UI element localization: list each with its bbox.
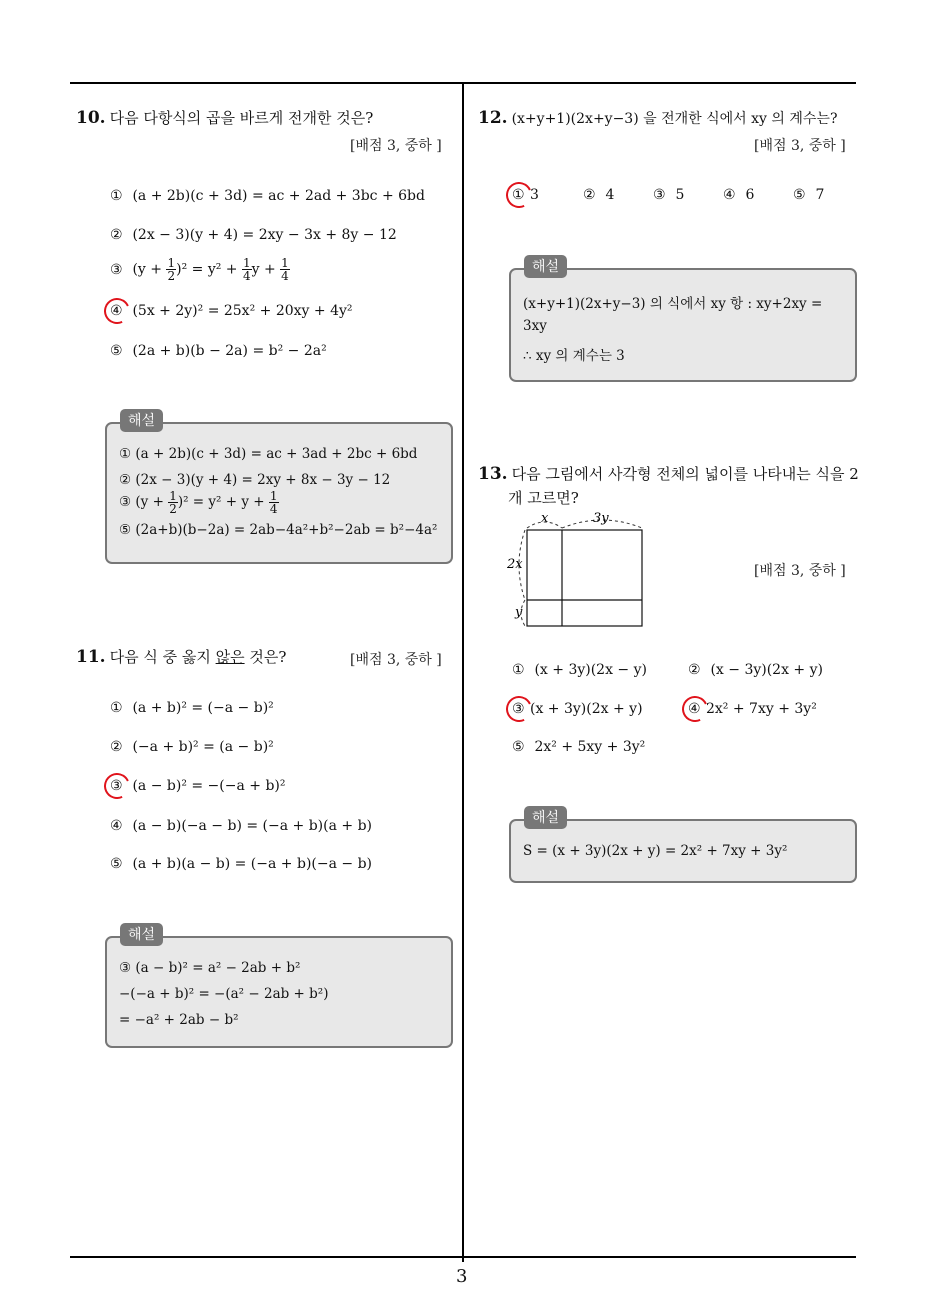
explanation-line: ① (a + 2b)(c + 3d) = ac + 3ad + 2bc + 6bd [119,446,418,462]
q11-option-5[interactable] [110,856,372,872]
question-11-text: 것은? [244,648,287,666]
option-number: ④ [110,303,123,319]
answer-mark-circle [502,692,535,725]
q13-option-1[interactable] [512,662,647,678]
option-number: ⑤ [110,343,123,359]
explanation-line: S = (x + 3y)(2x + y) = 2x² + 7xy + 3y² [523,843,788,859]
option-number: ② [110,227,123,243]
option-text: (a + 2b)(c + 3d) = ac + 2ad + 3bc + 6bd [132,188,425,204]
option-text: (−a + b)² = (a − b)² [132,739,274,755]
question-12-title [478,106,837,131]
option-text: y + [251,261,281,278]
q13-option-5[interactable] [512,739,645,755]
explanation-tag: 해설 [120,923,163,946]
q12-option-4[interactable] [723,187,754,203]
option-text: (x − 3y)(2x + y) [710,662,823,678]
option-number: ① [512,662,525,678]
q12-option-2[interactable] [583,187,614,203]
explanation-line: ③ (y + $\frac{1}{2}$ )² = y² + y + $\frac{1}{4}$ [119,489,278,516]
label-y: y [515,605,523,620]
explanation-line: ② (2x − 3)(y + 4) = 2xy + 8x − 3y − 12 [119,472,391,488]
option-number: ① [512,187,525,203]
option-number: ④ [110,818,123,834]
question-13-text: 다음 그림에서 사각형 전체의 넓이를 나타내는 식을 2 [511,465,859,483]
explanation-line: 3xy [523,318,547,334]
q10-option-5[interactable] [110,343,327,359]
option-number: ④ [688,701,701,717]
question-13-text: 개 고르면? [508,489,579,507]
fraction: $\frac{1}{2}$ [169,489,177,516]
option-text: 7 [815,187,825,203]
column-divider [462,82,464,1262]
explanation-line: = −a² + 2ab − b² [119,1012,239,1028]
option-text: 6 [745,187,755,203]
rectangle-area-figure [505,508,650,633]
fraction: $\frac{1}{4}$ [281,256,289,283]
label-3y: 3y [593,511,609,526]
question-11-text: 다음 식 중 옳지 [109,648,216,666]
option-text: (y + [132,261,167,278]
option-number: ② [688,662,701,678]
question-12-text: (x+y+1)(2x+y−3) 을 전개한 식에서 xy 의 계수는? [511,111,838,127]
option-text: (x + 3y)(2x − y) [534,662,647,678]
option-text: (2a + b)(b − 2a) = b² − 2a² [132,343,327,359]
question-13-number: 13. [478,464,508,484]
answer-mark-circle [678,692,711,725]
question-13-meta: [배점 3, 중하 ] [754,563,846,579]
answer-mark-circle [100,294,133,327]
fraction: $\frac{1}{4}$ [269,489,278,516]
page-number: 3 [456,1266,468,1287]
option-number: ③ [512,701,525,717]
q13-option-2[interactable] [688,662,823,678]
option-number: ③ [110,261,123,278]
label-x: x [541,511,549,526]
question-11-meta: [배점 3, 중하 ] [350,652,442,668]
q10-explanation-box [105,422,453,564]
option-number: ⑤ [512,739,525,755]
question-11-title [76,645,286,669]
option-text: (a − b)² = −(−a + b)² [132,778,286,794]
question-12-number: 12. [478,108,508,128]
label-2x: 2x [507,557,523,572]
option-number: ② [583,187,596,203]
bottom-rule [70,1256,856,1258]
option-text: (a + b)(a − b) = (−a + b)(−a − b) [132,856,372,872]
question-10-title [76,106,373,130]
option-text: 5 [675,187,685,203]
question-10-text: 다음 다항식의 곱을 바르게 전개한 것은? [109,109,374,127]
explanation-line: −(−a + b)² = −(a² − 2ab + b²) [119,986,329,1002]
q11-explanation-box [105,936,453,1048]
explanation-tag: 해설 [120,409,163,432]
option-number: ③ [653,187,666,203]
option-text: 2x² + 7xy + 3y² [706,701,817,717]
question-10-meta: [배점 3, 중하 ] [350,138,442,154]
q10-option-3[interactable] [110,257,290,282]
q12-option-3[interactable] [653,187,684,203]
fraction: $\frac{1}{2}$ [167,256,176,283]
fraction: $\frac{1}{4}$ [242,256,251,283]
option-text: (a − b)(−a − b) = (−a + b)(a + b) [132,818,372,834]
q12-option-5[interactable] [793,187,824,203]
q11-option-3[interactable] [110,778,286,794]
option-number: ① [110,188,123,204]
option-text: (5x + 2y)² = 25x² + 20xy + 4y² [132,303,353,319]
explanation-line: ∴ xy 의 계수는 3 [523,348,625,364]
answer-mark-circle [502,178,535,211]
q11-option-2[interactable] [110,739,274,755]
q10-option-1[interactable] [110,188,425,204]
option-text: 2x² + 5xy + 3y² [534,739,646,755]
q11-option-4[interactable] [110,818,372,834]
option-text: (x + 3y)(2x + y) [530,701,643,717]
answer-mark-circle [100,769,133,802]
explanation-tag: 해설 [524,806,567,829]
question-13-title [478,462,868,510]
q11-option-1[interactable] [110,700,274,716]
outer-rectangle [527,530,642,626]
option-text: 3 [530,187,539,203]
option-number: ⑤ [793,187,806,203]
option-number: ⑤ [110,856,123,872]
q10-option-4[interactable] [110,303,353,319]
question-10-number: 10. [76,108,106,128]
option-number: ③ [110,778,123,794]
option-number: ① [110,700,123,716]
option-text: 4 [605,187,615,203]
explanation-line: (x+y+1)(2x+y−3) 의 식에서 xy 항 : xy+2xy = [523,296,823,312]
question-12-meta: [배점 3, 중하 ] [754,138,846,154]
question-11-underlined: 않은 [215,648,245,666]
option-text: (a + b)² = (−a − b)² [132,700,274,716]
explanation-line: ③ (a − b)² = a² − 2ab + b² [119,960,301,976]
q12-explanation-box [509,268,857,382]
explanation-tag: 해설 [524,255,567,278]
option-number: ④ [723,187,736,203]
explanation-line: ⑤ (2a+b)(b−2a) = 2ab−4a²+b²−2ab = b²−4a² [119,522,438,538]
q10-option-2[interactable] [110,227,397,243]
option-text: (2x − 3)(y + 4) = 2xy − 3x + 8y − 12 [132,227,397,243]
question-11-number: 11. [76,647,106,667]
option-text: )² = y² + [176,261,242,278]
option-number: ② [110,739,123,755]
